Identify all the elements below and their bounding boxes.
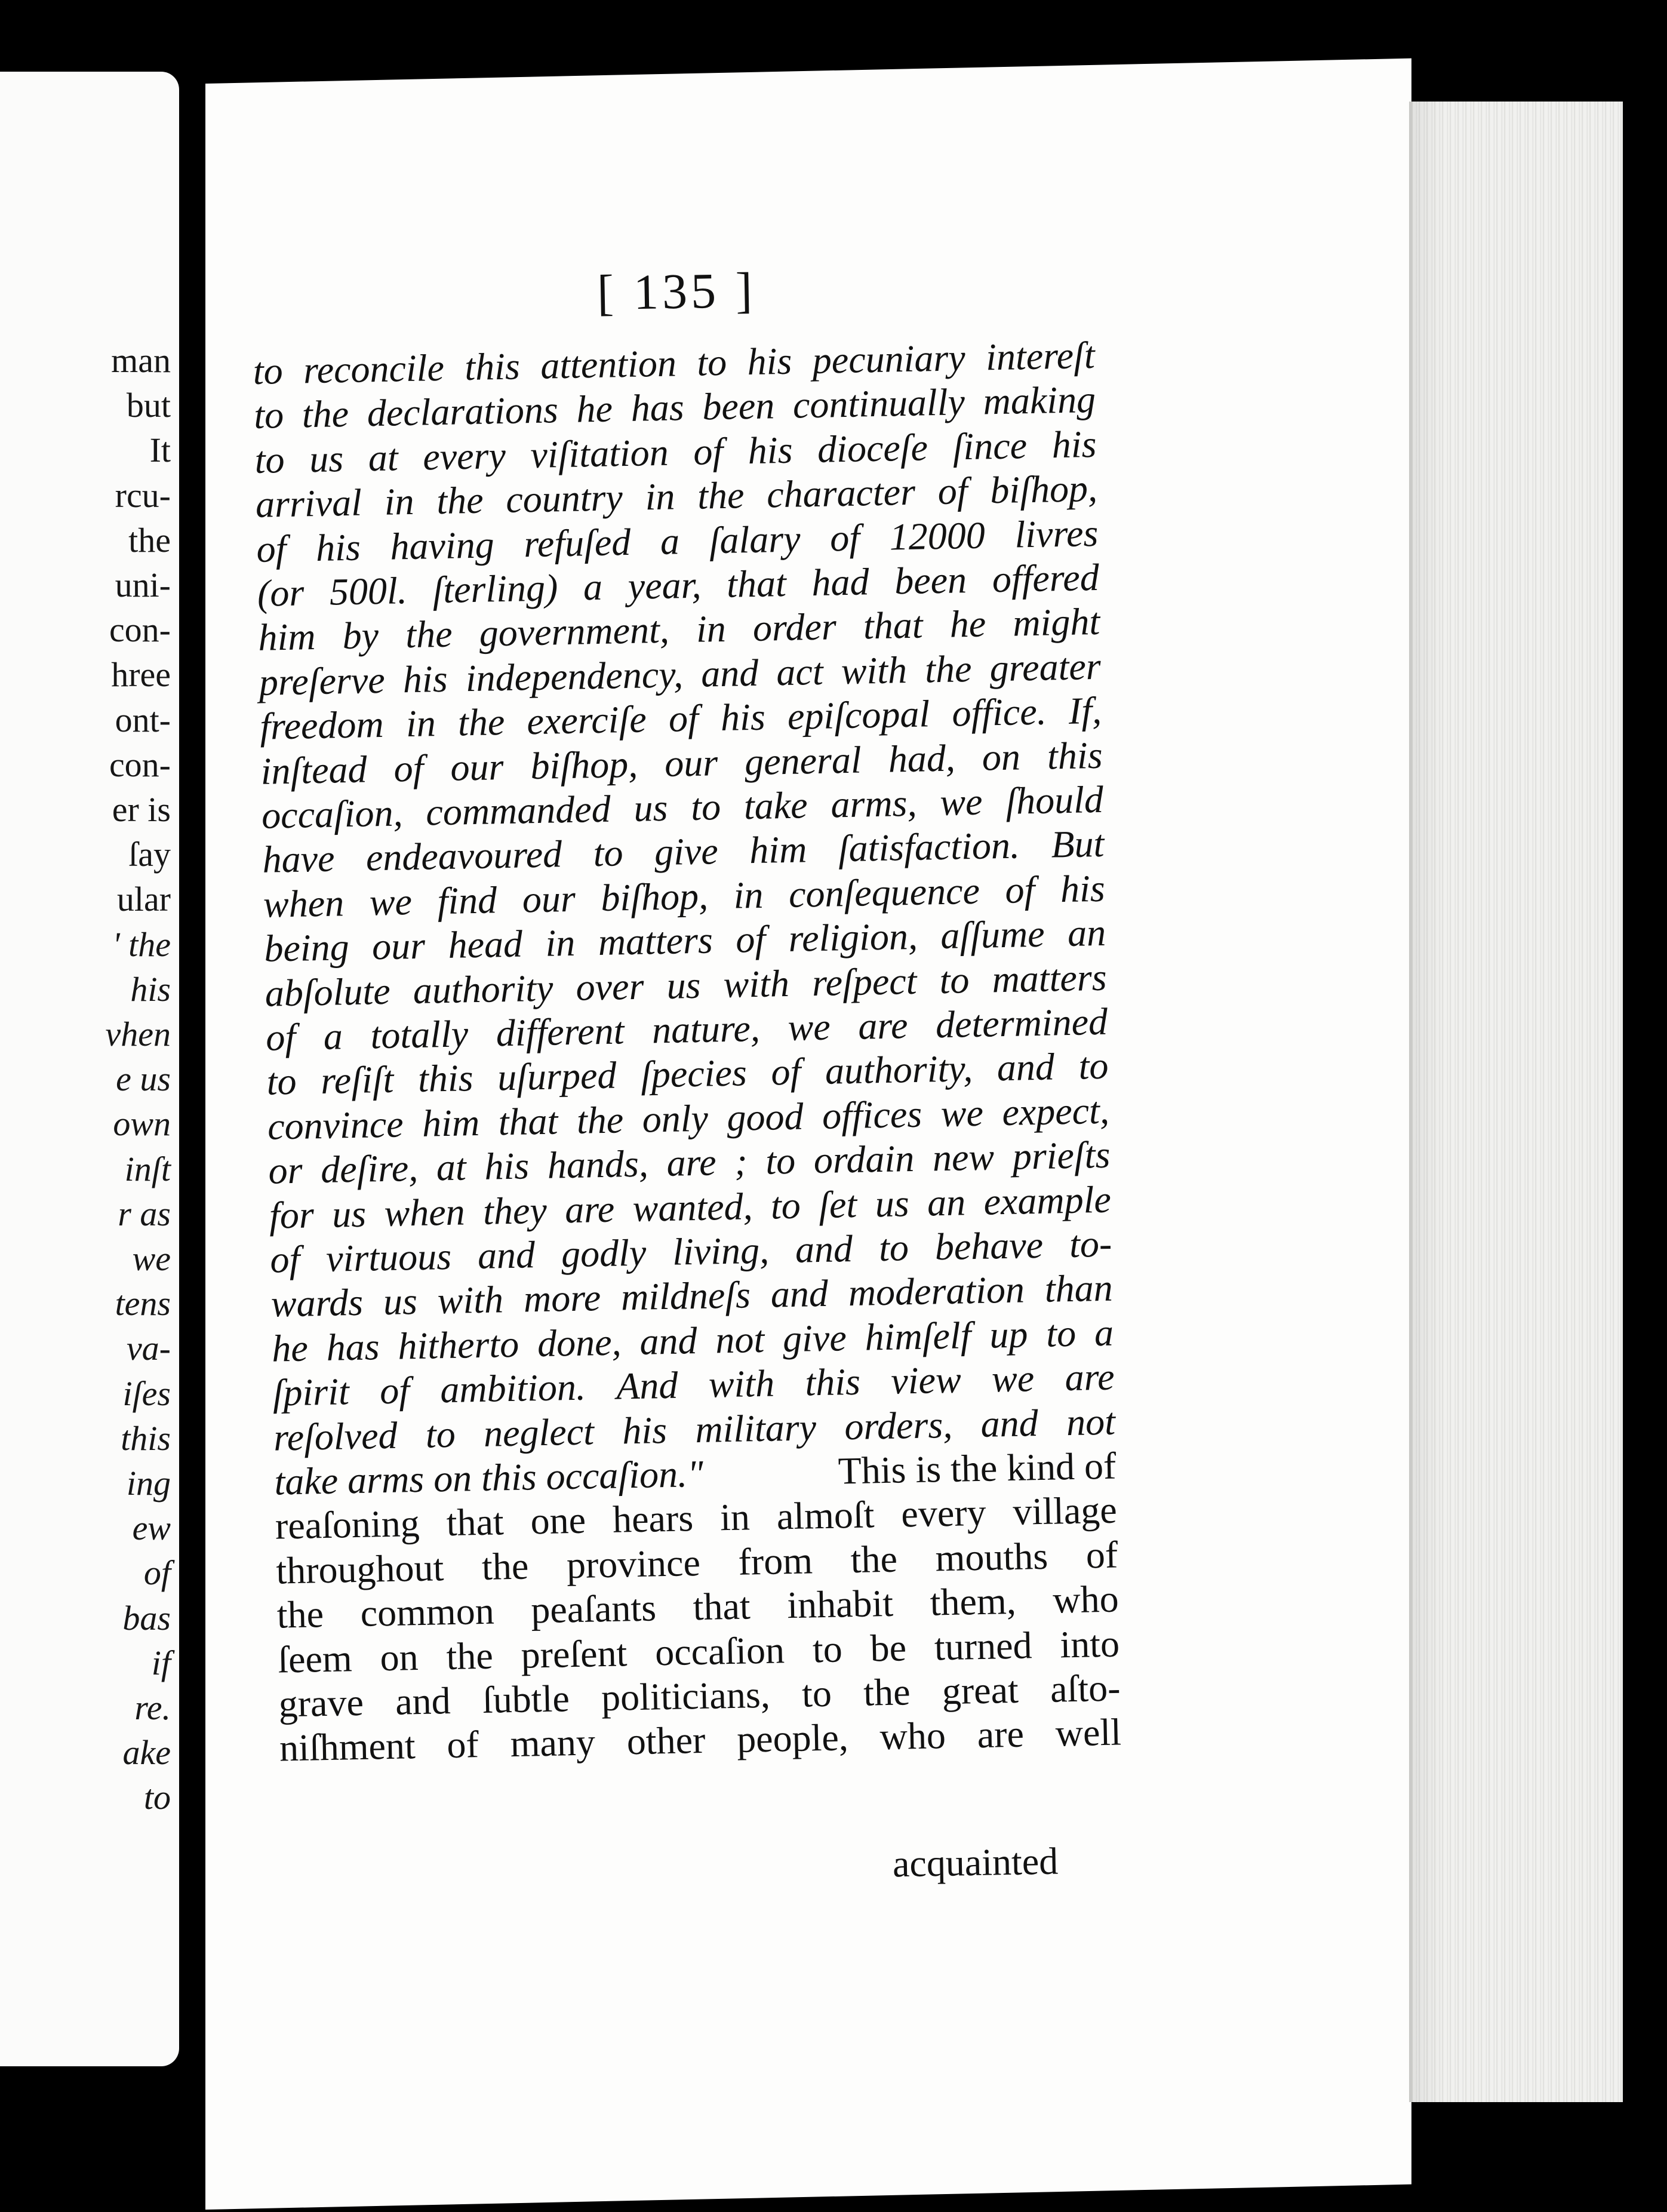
left-page-line: if <box>151 1643 171 1682</box>
text-line-roman-part: This is the kind of <box>837 1444 1117 1492</box>
left-page-line: It <box>149 431 171 470</box>
left-page-line: ake <box>122 1733 171 1772</box>
text-line: of a totally different nature, we are determined <box>265 1000 1108 1059</box>
text-line: of virtuous and godly living, and to behave to- <box>269 1222 1112 1281</box>
left-page-line: inſt <box>124 1149 171 1188</box>
left-page-line: vhen <box>105 1015 171 1053</box>
left-page-line: bas <box>122 1598 171 1638</box>
text-line: of his having refuſed a ſalary of 12000 livres <box>256 511 1099 570</box>
book-gutter <box>179 72 205 2198</box>
left-page-line: con- <box>109 745 171 784</box>
text-line: to reſiſt this uſurped ſpecies of authority, and to <box>266 1044 1109 1104</box>
page-edges-shadow <box>1409 102 1445 2102</box>
catchword: acquainted <box>892 1839 1059 1885</box>
left-page-line: his <box>130 969 171 1009</box>
text-line: the common peaſants that inhabit them, who <box>276 1577 1119 1636</box>
text-line: when we find our biſhop, in conſequence of his <box>263 867 1106 926</box>
left-page-line: the <box>128 520 171 560</box>
text-line: throughout the province from the mouths of <box>275 1533 1118 1592</box>
left-page-line: e us <box>116 1059 171 1099</box>
left-page-line: uni- <box>115 566 171 604</box>
text-line: arrival in the country in the character of biſhop, <box>255 467 1098 526</box>
text-line: inſtead of our biſhop, our general had, on this <box>260 733 1103 792</box>
left-page-line: ' the <box>112 924 171 964</box>
left-page-line: of <box>143 1553 171 1593</box>
text-line: to us at every viſitation of his dioceſe ſince his <box>254 422 1097 481</box>
text-line: him by the government, in order that he might <box>257 600 1100 659</box>
left-page-line: ular <box>116 880 171 919</box>
text-line: reſolved to neglect his military orders, and not <box>273 1400 1116 1459</box>
text-line: have endeavoured to give him ſatisfaction. But <box>262 822 1105 881</box>
text-line: freedom in the exerciſe of his epiſcopal office. If, <box>259 689 1102 748</box>
text-line: convince him that the only good offices we expect, <box>267 1089 1110 1148</box>
page-number: [ 135 ] <box>596 262 756 321</box>
text-line: or deſire, at his hands, are ; to ordain new prieſts <box>267 1133 1111 1192</box>
text-line: for us when they are wanted, to ſet us an example <box>269 1178 1112 1237</box>
left-page-line: er is <box>112 790 171 829</box>
left-page-line: iſes <box>122 1374 171 1413</box>
left-page-line: re. <box>134 1688 171 1727</box>
left-page-line: this <box>121 1418 171 1458</box>
left-page-line: tens <box>115 1284 171 1323</box>
text-line: he has hitherto done, and not give himſelf up to a <box>271 1311 1114 1370</box>
left-page-line: own <box>113 1104 171 1144</box>
text-line: occaſion, commanded us to take arms, we ſhould <box>261 778 1104 837</box>
text-line: to reconcile this attention to his pecuniary intereſt <box>253 333 1096 392</box>
left-page-line: r as <box>118 1194 171 1233</box>
text-line-italic-part: take arms on this occaſion." <box>273 1452 704 1503</box>
left-page-line: man <box>111 341 171 380</box>
text-line: niſhment of many other people, who are well <box>279 1710 1122 1769</box>
text-line: being our head in matters of religion, aſſume an <box>263 911 1106 970</box>
left-page-line: hree <box>111 655 171 695</box>
left-page-line: va- <box>126 1329 171 1368</box>
text-line: ſpirit of ambition. And with this view we are <box>272 1355 1115 1414</box>
left-page-line: we <box>132 1239 171 1278</box>
text-line: to the declarations he has been continually making <box>253 378 1096 437</box>
left-facing-page <box>0 72 179 2066</box>
left-page-line: con- <box>109 610 171 650</box>
text-line: (or 500l. ſterling) a year, that had been offered <box>257 555 1100 615</box>
text-line: reaſoning that one hears in almoſt every village <box>275 1488 1118 1547</box>
left-page-line: ont- <box>115 700 171 739</box>
left-page-line: to <box>143 1778 171 1817</box>
left-page-line: ſay <box>128 835 171 874</box>
left-page-line: ing <box>126 1464 171 1503</box>
left-page-line: rcu- <box>115 475 171 515</box>
left-page-line: ew <box>132 1509 171 1548</box>
left-page-line: but <box>126 386 171 425</box>
text-line: preſerve his independency, and act with the greater <box>259 644 1102 703</box>
text-line: wards us with more mildneſs and moderation than <box>270 1267 1114 1326</box>
text-line: grave and ſubtle politicians, to the great aſto- <box>278 1666 1121 1725</box>
text-line: abſolute authority over us with reſpect to matters <box>264 956 1108 1015</box>
text-line: ſeem on the preſent occaſion to be turned into <box>277 1622 1120 1681</box>
